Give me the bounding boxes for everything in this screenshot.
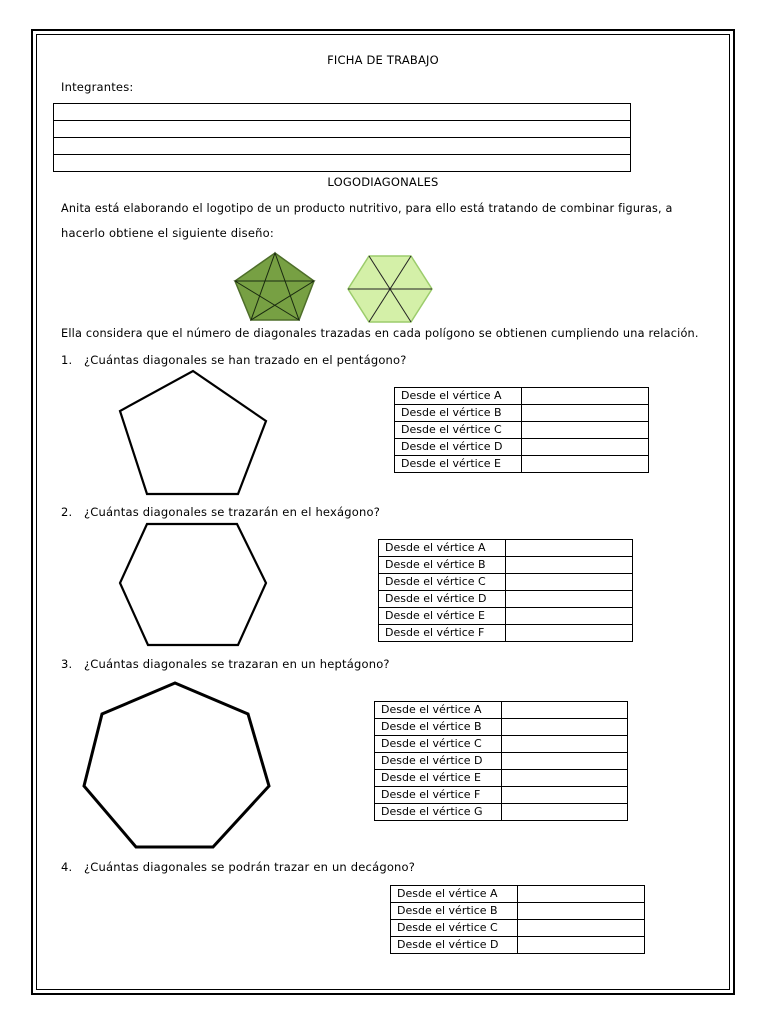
diagonal-count-field[interactable] (506, 625, 633, 642)
diagonal-count-field[interactable] (518, 886, 645, 903)
vertex-row (391, 920, 645, 937)
question-4-number: 4. (61, 860, 73, 874)
vertex-table-2 (378, 539, 633, 642)
question-3-text: ¿Cuántas diagonales se trazaran en un heptágono? (84, 657, 390, 671)
vertex-row (375, 719, 628, 736)
question-1-text: ¿Cuántas diagonales se han trazado en el pentágono? (84, 353, 407, 367)
diagonal-count-field[interactable] (522, 456, 649, 473)
vertex-row (375, 736, 628, 753)
vertex-row (395, 456, 649, 473)
vertex-label: Desde el vértice D (391, 937, 518, 954)
question-3-number: 3. (61, 657, 73, 671)
worksheet-title: FICHA DE TRABAJO (327, 53, 439, 67)
logo-hexagon-diagonals (347, 255, 433, 323)
member-field[interactable] (54, 155, 631, 172)
diagonal-count-field[interactable] (518, 920, 645, 937)
diagonal-count-field[interactable] (506, 540, 633, 557)
members-table (53, 103, 631, 172)
question-2-number: 2. (61, 505, 73, 519)
vertex-label: Desde el vértice F (379, 625, 506, 642)
vertex-row (379, 625, 633, 642)
member-field[interactable] (54, 104, 631, 121)
diagonal-count-field[interactable] (502, 770, 628, 787)
vertex-table-3 (374, 701, 628, 821)
vertex-label: Desde el vértice A (375, 702, 502, 719)
vertex-label: Desde el vértice B (379, 557, 506, 574)
vertex-label: Desde el vértice E (379, 608, 506, 625)
diagonal-count-field[interactable] (502, 787, 628, 804)
vertex-row (379, 591, 633, 608)
vertex-label: Desde el vértice F (375, 787, 502, 804)
diagonal-count-field[interactable] (522, 405, 649, 422)
vertex-row (379, 608, 633, 625)
members-label: Integrantes: (61, 80, 134, 94)
heptagon-shape (82, 680, 272, 850)
intro-line-1: Anita está elaborando el logotipo de un producto nutritivo, para ello está tratando de combinar figuras, a (61, 202, 673, 215)
vertex-row (379, 540, 633, 557)
vertex-row (391, 886, 645, 903)
vertex-label: Desde el vértice A (391, 886, 518, 903)
diagonal-count-field[interactable] (506, 591, 633, 608)
diagonal-count-field[interactable] (522, 439, 649, 456)
vertex-label: Desde el vértice C (391, 920, 518, 937)
diagonal-count-field[interactable] (506, 574, 633, 591)
diagonal-count-field[interactable] (506, 557, 633, 574)
question-2-text: ¿Cuántas diagonales se trazarán en el hexágono? (84, 505, 381, 519)
vertex-label: Desde el vértice E (375, 770, 502, 787)
question-4-text: ¿Cuántas diagonales se podrán trazar en un decágono? (84, 860, 416, 874)
vertex-label: Desde el vértice G (375, 804, 502, 821)
relation-text: Ella considera que el número de diagonales trazadas en cada polígono se obtienen cumpliendo una relación. (61, 327, 699, 340)
vertex-row (391, 937, 645, 954)
member-field[interactable] (54, 121, 631, 138)
diagonal-count-field[interactable] (502, 736, 628, 753)
vertex-label: Desde el vértice C (375, 736, 502, 753)
intro-line-2: hacerlo obtiene el siguiente diseño: (61, 226, 274, 240)
diagonal-count-field[interactable] (522, 422, 649, 439)
diagonal-count-field[interactable] (502, 753, 628, 770)
diagonal-count-field[interactable] (506, 608, 633, 625)
vertex-label: Desde el vértice A (379, 540, 506, 557)
vertex-row (375, 770, 628, 787)
member-field[interactable] (54, 138, 631, 155)
diagonal-count-field[interactable] (502, 702, 628, 719)
vertex-label: Desde el vértice E (395, 456, 522, 473)
logo-pentagon-star (235, 252, 315, 322)
section-title: LOGODIAGONALES (327, 175, 439, 189)
vertex-label: Desde el vértice B (391, 903, 518, 920)
diagonal-count-field[interactable] (522, 388, 649, 405)
vertex-label: Desde el vértice C (395, 422, 522, 439)
pentagon-shape (118, 368, 268, 498)
vertex-row (375, 753, 628, 770)
question-1-number: 1. (61, 353, 73, 367)
vertex-row (395, 388, 649, 405)
vertex-row (375, 804, 628, 821)
vertex-label: Desde el vértice B (395, 405, 522, 422)
vertex-table-4 (390, 885, 645, 954)
vertex-label: Desde el vértice D (379, 591, 506, 608)
vertex-label: Desde el vértice B (375, 719, 502, 736)
vertex-row (391, 903, 645, 920)
vertex-row (379, 574, 633, 591)
diagonal-count-field[interactable] (502, 804, 628, 821)
hexagon-shape (118, 520, 268, 650)
vertex-row (395, 439, 649, 456)
vertex-label: Desde el vértice C (379, 574, 506, 591)
vertex-label: Desde el vértice A (395, 388, 522, 405)
vertex-label: Desde el vértice D (375, 753, 502, 770)
diagonal-count-field[interactable] (502, 719, 628, 736)
vertex-row (395, 422, 649, 439)
vertex-row (379, 557, 633, 574)
vertex-row (375, 787, 628, 804)
vertex-row (395, 405, 649, 422)
diagonal-count-field[interactable] (518, 903, 645, 920)
vertex-label: Desde el vértice D (395, 439, 522, 456)
diagonal-count-field[interactable] (518, 937, 645, 954)
vertex-table-1 (394, 387, 649, 473)
vertex-row (375, 702, 628, 719)
